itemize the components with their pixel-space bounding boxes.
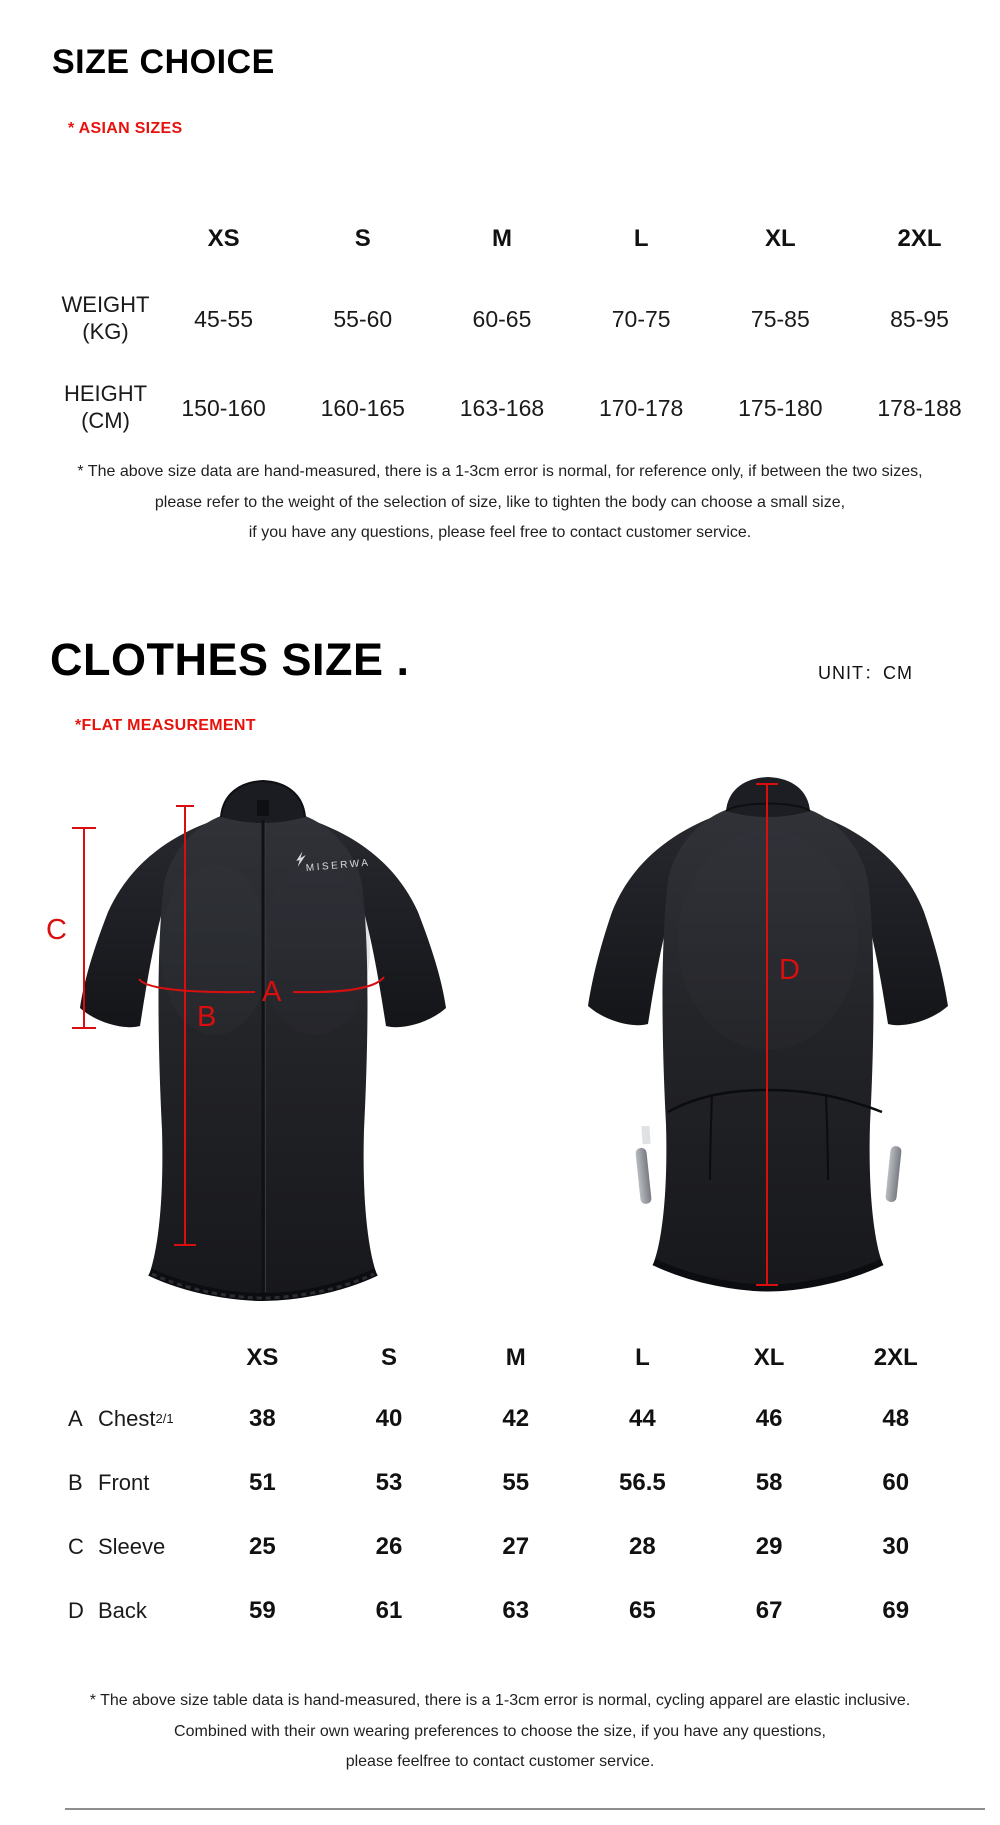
asian-sizes-note: * ASIAN SIZES	[68, 120, 183, 137]
table1-corner-empty	[35, 204, 154, 274]
sleeve-m: 27	[502, 1533, 530, 1560]
chest-m: 42	[502, 1405, 530, 1432]
unit-label: UNIT：CM	[818, 663, 913, 683]
height-label-line2: (CM)	[81, 408, 130, 433]
back-xs: 59	[248, 1597, 276, 1624]
back-m: 63	[502, 1597, 530, 1624]
height-xs: 150-160	[181, 394, 266, 421]
table1-col-xl: XL	[765, 225, 796, 252]
front-row-key: B	[68, 1470, 83, 1495]
table1-col-xs: XS	[207, 225, 240, 252]
height-m: 163-168	[459, 394, 545, 421]
table2-col-l: L	[635, 1344, 650, 1371]
bottom-divider	[65, 1808, 985, 1810]
height-s: 160-165	[320, 394, 405, 421]
table1-col-s: S	[354, 225, 371, 252]
weight-2xl: 85-95	[890, 305, 949, 332]
size-disclaimer-line2: please refer to the weight of the selection of size, like to tighten the body can choose a small size,	[154, 494, 846, 511]
table2-col-s: S	[381, 1344, 398, 1371]
measure-label-c: C	[46, 914, 67, 946]
height-label-line1: HEIGHT	[63, 381, 148, 407]
front-2xl: 60	[882, 1469, 910, 1496]
chest-row-key: A	[68, 1406, 83, 1431]
table2-col-2xl: 2XL	[873, 1344, 918, 1371]
back-row-label	[35, 1579, 199, 1643]
chest-l: 44	[629, 1405, 656, 1432]
table2-col-xs: XS	[246, 1344, 279, 1371]
measure-label-a: A	[262, 976, 282, 1008]
size-disclaimer-line3: if you have any questions, please feel free to contact customer service.	[248, 524, 752, 541]
weight-l: 70-75	[611, 305, 671, 332]
chest-row-name: Chest	[98, 1406, 156, 1431]
table2-col-xl: XL	[753, 1344, 785, 1371]
clothes-disclaimer-line1: * The above size table data is hand-measured, there is a 1-3cm error is normal, cycling apparel are elastic inclusive.	[89, 1692, 911, 1709]
sleeve-row-key: C	[68, 1534, 84, 1559]
table1-col-l: L	[633, 225, 649, 252]
sleeve-row-name: Sleeve	[98, 1534, 166, 1559]
front-m: 55	[502, 1469, 530, 1496]
zipper-garage	[257, 800, 269, 816]
chest-2xl: 48	[882, 1405, 910, 1432]
weight-xs: 45-55	[194, 305, 253, 332]
back-2xl: 69	[882, 1597, 910, 1624]
sleeve-s: 26	[375, 1533, 403, 1560]
chest-xl: 46	[755, 1405, 783, 1432]
reflective-strip-right	[885, 1146, 902, 1203]
front-jersey-image	[80, 781, 446, 1298]
table2-corner-empty	[35, 1329, 199, 1387]
front-l: 56.5	[619, 1469, 666, 1496]
sleeve-l: 28	[629, 1533, 656, 1560]
table1-col-m: M	[491, 225, 512, 252]
front-row-label	[35, 1451, 199, 1515]
front-row-name: Front	[98, 1470, 150, 1495]
back-row-name: Back	[98, 1598, 147, 1623]
side-tag	[641, 1126, 650, 1145]
table1-col-2xl: 2XL	[897, 225, 942, 252]
brand-logo-text: MISERWA	[305, 857, 371, 875]
sleeve-row-label	[35, 1515, 199, 1579]
clothes-size-table	[35, 1329, 960, 1643]
clothes-disclaimer-line2: Combined with their own wearing preferences to choose the size, if you have any questions,	[174, 1723, 826, 1740]
sleeve-xl: 29	[755, 1533, 783, 1560]
weight-row-label	[35, 274, 154, 364]
weight-s: 55-60	[333, 305, 393, 332]
height-2xl: 178-188	[877, 394, 962, 421]
height-row-label	[35, 364, 154, 452]
front-chest-highlight-right	[260, 865, 370, 1035]
back-s: 61	[375, 1597, 403, 1624]
weight-label-line2: (KG)	[82, 319, 129, 344]
jersey-measure-figure	[0, 760, 1000, 1305]
reflective-strip-left	[635, 1148, 652, 1205]
size-choice-title: SIZE CHOICE	[52, 43, 275, 81]
size-choice-table	[35, 204, 991, 452]
weight-label-line1: WEIGHT	[61, 292, 150, 318]
measure-label-b: B	[197, 1001, 217, 1033]
chest-xs: 38	[248, 1405, 276, 1432]
flat-measurement-note: *FLAT MEASUREMENT	[75, 717, 256, 734]
front-s: 53	[375, 1469, 403, 1496]
weight-m: 60-65	[472, 305, 532, 332]
front-xs: 51	[248, 1469, 276, 1496]
table2-col-m: M	[505, 1344, 526, 1371]
measure-label-d: D	[779, 954, 800, 986]
weight-xl: 75-85	[750, 305, 810, 332]
height-xl: 175-180	[738, 394, 823, 421]
chest-row-label: A Chest 2/1	[68, 1406, 174, 1431]
sleeve-2xl: 30	[882, 1533, 910, 1560]
sleeve-xs: 25	[248, 1533, 276, 1560]
size-disclaimer-line1: * The above size data are hand-measured, there is a 1-3cm error is normal, for reference only, if between the two sizes,	[77, 463, 923, 480]
back-xl: 67	[755, 1597, 783, 1624]
height-l: 170-178	[598, 394, 684, 421]
back-row-key: D	[68, 1598, 84, 1623]
back-l: 65	[629, 1597, 656, 1624]
clothes-size-title: CLOTHES SIZE .	[50, 634, 410, 685]
front-xl: 58	[755, 1469, 783, 1496]
chest-s: 40	[375, 1405, 403, 1432]
clothes-disclaimer-line3: please feelfree to contact customer service.	[345, 1753, 655, 1770]
